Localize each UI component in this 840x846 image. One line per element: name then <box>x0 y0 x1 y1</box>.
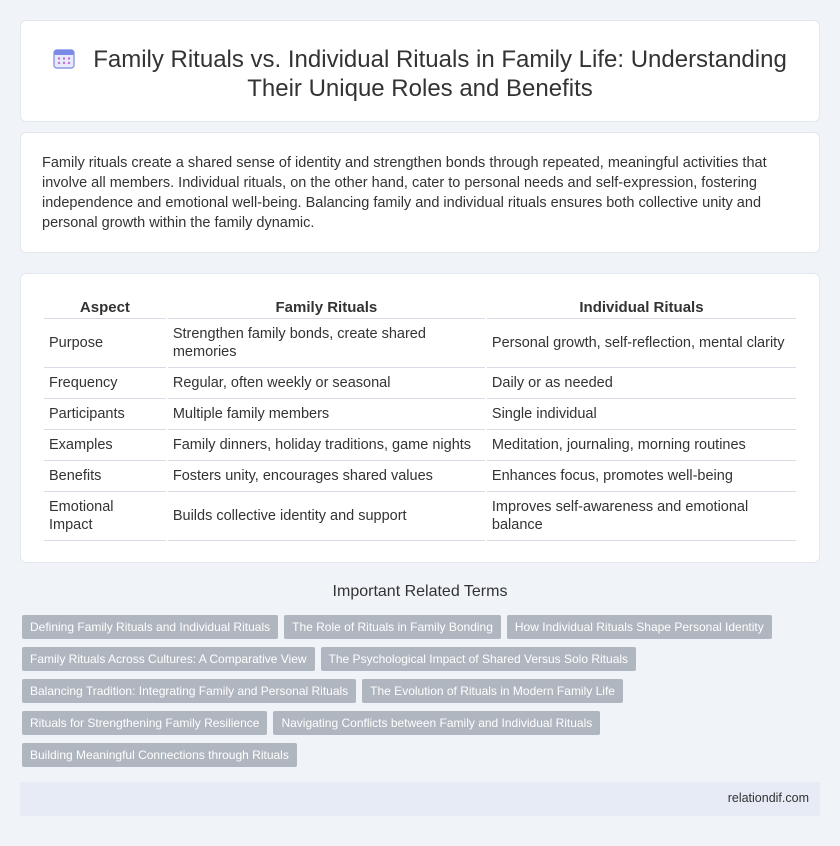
related-term-tag[interactable]: Balancing Tradition: Integrating Family and Personal Rituals <box>22 679 356 703</box>
table-row <box>44 461 796 492</box>
header-card <box>20 20 820 122</box>
header-family-rituals: Family Rituals <box>168 296 485 319</box>
row-aspect: Examples <box>44 430 166 461</box>
header-individual-rituals: Individual Rituals <box>487 296 796 319</box>
related-term-tag[interactable]: The Evolution of Rituals in Modern Family Life <box>362 679 623 703</box>
table-row <box>44 368 796 399</box>
row-individual: Daily or as needed <box>487 368 796 399</box>
row-family: Regular, often weekly or seasonal <box>168 368 485 399</box>
row-family: Multiple family members <box>168 399 485 430</box>
calendar-icon <box>53 47 75 69</box>
related-term-tag[interactable]: How Individual Rituals Shape Personal Identity <box>507 615 772 639</box>
row-aspect: Frequency <box>44 368 166 399</box>
row-aspect: Benefits <box>44 461 166 492</box>
row-individual: Enhances focus, promotes well-being <box>487 461 796 492</box>
row-individual: Meditation, journaling, morning routines <box>487 430 796 461</box>
table-header-row <box>44 296 796 319</box>
related-terms-title: Important Related Terms <box>332 583 508 600</box>
row-family: Strengthen family bonds, create shared memories <box>168 319 485 368</box>
footer <box>20 782 820 816</box>
header-aspect: Aspect <box>44 296 166 319</box>
related-term-tag[interactable]: The Role of Rituals in Family Bonding <box>284 615 501 639</box>
intro-card <box>20 132 820 253</box>
row-aspect: Participants <box>44 399 166 430</box>
table-row <box>44 492 796 541</box>
related-term-tag[interactable]: The Psychological Impact of Shared Versus Solo Rituals <box>321 647 636 671</box>
related-term-tag[interactable]: Rituals for Strengthening Family Resilience <box>22 711 267 735</box>
comparison-table <box>42 296 798 541</box>
table-row <box>44 430 796 461</box>
table-row <box>44 319 796 368</box>
page-title: Family Rituals vs. Individual Rituals in Family Life: Understanding Their Unique Roles and Benefits <box>93 46 787 102</box>
row-individual: Personal growth, self-reflection, mental clarity <box>487 319 796 368</box>
related-term-tag[interactable]: Navigating Conflicts between Family and Individual Rituals <box>273 711 600 735</box>
row-family: Fosters unity, encourages shared values <box>168 461 485 492</box>
table-row <box>44 399 796 430</box>
row-family: Family dinners, holiday traditions, game nights <box>168 430 485 461</box>
related-term-tag[interactable]: Family Rituals Across Cultures: A Comparative View <box>22 647 315 671</box>
row-aspect: Purpose <box>44 319 166 368</box>
page-title-block <box>51 45 789 103</box>
row-individual: Single individual <box>487 399 796 430</box>
related-term-tag[interactable]: Building Meaningful Connections through Rituals <box>22 743 297 767</box>
related-terms-list <box>22 615 812 767</box>
row-individual: Improves self-awareness and emotional balance <box>487 492 796 541</box>
footer-site-link[interactable]: relationdif.com <box>727 791 809 805</box>
intro-paragraph: Family rituals create a shared sense of identity and strengthen bonds through repeated, meaningful activities that involve all members. Individual rituals, on the other hand, cater to personal needs and self-expression, fostering independence and emotional well-being. Balancing family and individual rituals ensures both collective unity and personal growth within the family dynamic. <box>42 155 767 231</box>
row-aspect: Emotional Impact <box>44 492 166 541</box>
comparison-card <box>20 273 820 563</box>
related-term-tag[interactable]: Defining Family Rituals and Individual Rituals <box>22 615 278 639</box>
row-family: Builds collective identity and support <box>168 492 485 541</box>
